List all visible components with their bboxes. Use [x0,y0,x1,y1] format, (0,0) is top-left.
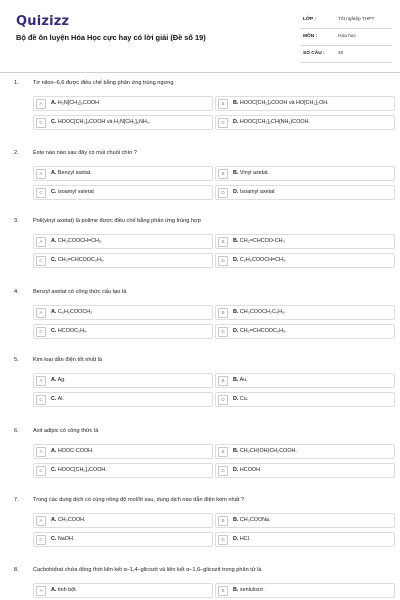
option-body: Cu. [239,396,249,402]
option-letter-badge: C [36,535,46,545]
option-body: HOOC[CH₂]₄COOH. [57,467,107,473]
option-body: Vinyl axetat. [239,170,270,176]
option-text [51,377,66,383]
question-text: Axit adipic có công thức là [33,428,99,434]
option-letter-badge: D [218,118,228,128]
option-letter-badge: C [36,118,46,128]
option-label: D. [233,189,239,195]
answer-option[interactable] [33,185,213,200]
answer-option[interactable] [33,234,213,249]
option-label: B. [233,517,239,523]
option-body: Al. [57,396,64,402]
option-text [233,377,248,383]
option-text [233,587,265,593]
question-text: Trong các dung dịch có cùng nồng độ mol/lít sau, dung dịch nào dẫn điện kém nhất ? [33,497,244,503]
option-body: isoamyl valerat [57,189,94,195]
option-text [51,119,150,125]
option-letter-badge: C [36,188,46,198]
option-letter-badge: D [218,466,228,476]
meta-row-question-count [300,46,392,63]
option-text [51,517,86,523]
option-text [233,396,248,402]
option-body: CH₃COOH. [57,517,86,523]
option-label: D. [233,119,239,125]
meta-value: 40 [338,51,344,56]
answer-option[interactable] [215,463,395,478]
option-label: D. [233,396,239,402]
answer-option[interactable] [33,305,213,320]
option-letter-badge: C [36,395,46,405]
option-body: xenlulozơ. [239,587,265,593]
option-body: HOOC[CH₂]₂CH(NH₂)COOH. [239,119,310,125]
option-letter-badge: A [36,376,46,386]
option-body: HOOC-COOH. [57,448,94,454]
option-body: HCl. [239,536,251,542]
meta-info-table [300,12,392,63]
option-letter-badge: A [36,169,46,179]
answer-option[interactable] [215,96,395,111]
option-label: A. [51,587,57,593]
answer-option[interactable] [33,532,213,547]
option-text [51,536,74,542]
option-body: H₂N[CH₂]₅COOH [57,100,100,106]
answer-option[interactable] [215,166,395,181]
option-text [233,257,287,263]
header-divider [0,72,400,73]
option-text [233,536,250,542]
answer-option[interactable] [215,373,395,388]
meta-key: LỚP : [303,17,317,22]
option-label: B. [233,238,239,244]
option-label: C. [51,257,57,263]
answer-option[interactable] [215,532,395,547]
option-body: CH₂=CHCOOC₂H₅. [57,257,105,263]
answer-option[interactable] [215,444,395,459]
option-label: C. [51,536,57,542]
option-body: CH₂=CHCOO-CH₃ [239,238,285,244]
option-text [233,517,271,523]
option-label: C. [51,328,57,334]
option-text [233,309,286,315]
answer-option[interactable] [215,513,395,528]
option-label: D. [233,467,239,473]
answer-option[interactable] [33,253,213,268]
option-letter-badge: A [36,516,46,526]
option-text [51,309,92,315]
option-label: C. [51,119,57,125]
option-label: A. [51,100,57,106]
option-body: CH₃COOCH₂C₆H₅. [239,309,286,315]
option-text [51,448,94,454]
option-letter-badge: B [218,586,228,596]
answer-option[interactable] [33,513,213,528]
option-letter-badge: B [218,308,228,318]
option-letter-badge: A [36,308,46,318]
option-letter-badge: B [218,237,228,247]
option-label: B. [233,170,239,176]
option-label: B. [233,309,239,315]
answer-option[interactable] [33,166,213,181]
question-text: Cacbohiđrat chứa đồng thời liên kết α–1,4–glicozit và liên kết α–1,6–glicozit trong phân tử là [33,567,262,573]
option-label: A. [51,448,57,454]
option-label: A. [51,517,57,523]
option-body: Ag. [57,377,66,383]
option-letter-badge: A [36,586,46,596]
option-label: A. [51,309,57,315]
question-text: Este nào nào sau đây có mùi chuối chín ? [33,150,137,156]
meta-row-class [300,12,392,29]
answer-option[interactable] [215,115,395,130]
option-body: HOOC[CH₂]₄COOH và HO[CH₂]₂OH. [239,100,329,106]
question-number: 3. [14,218,19,224]
option-letter-badge: B [218,447,228,457]
option-text [51,467,107,473]
answer-option[interactable] [215,185,395,200]
option-body: CH₃CH(OH)CH₂COOH. [239,448,297,454]
answer-option[interactable] [215,253,395,268]
answer-option[interactable] [33,444,213,459]
meta-row-subject [300,29,392,46]
option-label: A. [51,238,57,244]
option-text [51,238,102,244]
answer-option[interactable] [33,373,213,388]
meta-key: MÔN : [303,34,318,39]
option-label: B. [233,448,239,454]
question-number: 5. [14,357,19,363]
option-letter-badge: B [218,376,228,386]
answer-option[interactable] [33,324,213,339]
answer-option[interactable] [215,324,395,339]
option-body: Benzyl axetat. [57,170,92,176]
option-letter-badge: C [36,256,46,266]
option-body: Isoamyl axetat [239,189,275,195]
option-label: D. [233,257,239,263]
option-text [51,396,64,402]
option-letter-badge: C [36,327,46,337]
option-label: B. [233,100,239,106]
answer-option[interactable] [215,234,395,249]
answer-option[interactable] [215,583,395,598]
option-text [233,467,260,473]
option-body: CH₃COOCH=CH₂. [57,238,103,244]
question-number: 7. [14,497,19,503]
option-letter-badge: B [218,99,228,109]
option-label: C. [51,189,57,195]
option-text [51,100,99,106]
option-text [51,170,92,176]
option-letter-badge: D [218,535,228,545]
option-label: A. [51,377,57,383]
question-number: 1. [14,80,19,86]
option-text [233,189,275,195]
option-letter-badge: D [218,395,228,405]
option-text [233,170,269,176]
meta-key: SỐ CÂU : [303,51,325,56]
answer-option[interactable] [33,583,213,598]
question-text: Benzyl axetat có công thức cấu tạo là [33,289,127,295]
option-body: CH₂=CHCOOC₆H₅. [239,328,287,334]
option-letter-badge: D [218,256,228,266]
meta-value: Tốt nghiệp THPT [338,17,375,22]
answer-option[interactable] [215,305,395,320]
question-text: Tơ nilon–6,6 được điều chế bằng phản ứng trùng ngưng [33,80,174,86]
option-text [233,448,297,454]
answer-option[interactable] [33,96,213,111]
option-body: NaOH. [57,536,75,542]
option-text [233,100,329,106]
option-label: B. [233,377,239,383]
option-label: D. [233,328,239,334]
option-body: HOOC[CH₂]₄COOH và H₂N[CH₂]₆NH₂. [57,119,151,125]
answer-option[interactable] [33,115,213,130]
answer-option[interactable] [215,392,395,407]
option-label: B. [233,587,239,593]
option-body: HCOOC₂H₅. [57,328,88,334]
option-text [51,189,94,195]
option-letter-badge: B [218,516,228,526]
option-letter-badge: A [36,237,46,247]
option-letter-badge: C [36,466,46,476]
question-number: 8. [14,567,19,573]
option-text [51,328,88,334]
option-body: C₂H₅COOCH=CH₂. [239,257,287,263]
answer-option[interactable] [33,463,213,478]
option-label: C. [51,467,57,473]
option-label: A. [51,170,57,176]
option-text [233,119,310,125]
option-letter-badge: D [218,327,228,337]
page-header [0,0,400,68]
option-text [51,257,105,263]
question-number: 6. [14,428,19,434]
question-text: Kim loại dẫn điện tốt nhất là [33,357,103,363]
option-letter-badge: B [218,169,228,179]
option-body: C₆H₅COOCH₃ [57,309,93,315]
option-body: HCOOH [239,467,260,473]
option-body: CH₃COONa. [239,517,271,523]
option-letter-badge: D [218,188,228,198]
option-letter-badge: A [36,99,46,109]
question-number: 2. [14,150,19,156]
question-text: Poli(vinyl axetat) là polime được điều chế bằng phản ứng trùng hợp [33,218,201,224]
document-title: Bộ đề ôn luyện Hóa Học cực hay có lời giải (Đề số 19) [16,33,206,42]
option-text [233,238,285,244]
meta-value: Hóa học [338,34,356,39]
option-body: Au. [239,377,248,383]
option-label: D. [233,536,239,542]
answer-option[interactable] [33,392,213,407]
option-body: tinh bột. [57,587,78,593]
option-text [233,328,287,334]
option-text [51,587,77,593]
option-letter-badge: A [36,447,46,457]
option-label: C. [51,396,57,402]
question-number: 4. [14,289,19,295]
quizizz-logo: Quizizz [16,14,70,29]
